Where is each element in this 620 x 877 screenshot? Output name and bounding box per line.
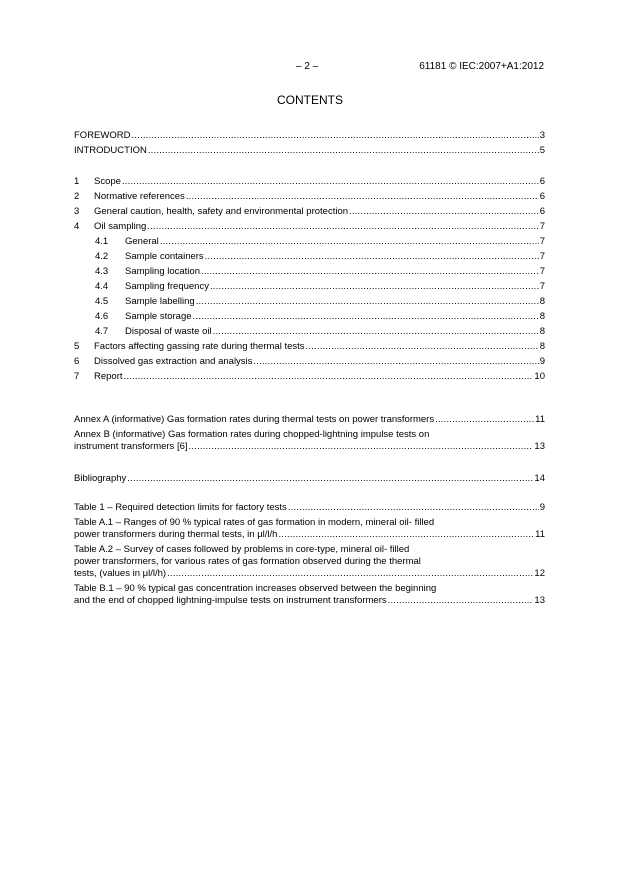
dot-leader — [127, 473, 533, 485]
toc-entry-table-1[interactable]: Table 1 – Required detection limits for factory tests ..... 9 — [74, 499, 545, 514]
dot-leader — [201, 266, 539, 278]
toc-entry-clause[interactable]: 1 Scope ..... 6 — [74, 173, 545, 188]
toc-entry-table-b1[interactable]: Table B.1 – 90 % typical gas concentration increases observed between the beginning and the end of chopped lightning-impulse tests on instrument transformers ..... 13 — [74, 583, 545, 607]
toc-entry-bibliography[interactable]: Bibliography ..... 14 — [74, 470, 545, 485]
dot-leader — [205, 251, 539, 263]
toc-entry-clause[interactable]: 2 Normative references ..... 6 — [74, 188, 545, 203]
contents-heading: CONTENTS — [277, 93, 343, 107]
dot-leader — [288, 502, 539, 514]
toc-entry-foreword[interactable]: FOREWORD ..... 3 — [74, 127, 545, 142]
dot-leader — [435, 414, 534, 426]
toc-entry-subclause[interactable]: 4.4 Sampling frequency ..... 7 — [74, 278, 545, 293]
toc-entry-annex-a[interactable]: Annex A (informative) Gas formation rates during thermal tests on power transformers ..... 11 — [74, 411, 545, 426]
dot-leader — [167, 568, 533, 580]
dot-leader — [148, 145, 539, 157]
toc-annexes — [74, 411, 545, 453]
toc-entry-clause[interactable]: 4 Oil sampling ..... 7 — [74, 218, 545, 233]
dot-leader — [124, 371, 534, 383]
toc-entry-table-a1[interactable]: Table A.1 – Ranges of 90 % typical rates of gas formation in modern, mineral oil- filled power transformers during thermal tests, in μl/l/h ..... 11 — [74, 517, 545, 541]
toc-entry-annex-b[interactable]: Annex B (informative) Gas formation rates during chopped-lightning impulse tests on instrument transformers [6] ..... 13 — [74, 429, 545, 453]
toc-entry-subclause[interactable]: 4.3 Sampling location ..... 7 — [74, 263, 545, 278]
document-reference: 61181 © IEC:2007+A1:2012 — [419, 61, 544, 72]
toc-entry-subclause[interactable]: 4.5 Sample labelling ..... 8 — [74, 293, 545, 308]
dot-leader — [131, 130, 538, 142]
dot-leader — [189, 441, 534, 453]
dot-leader — [306, 341, 539, 353]
toc-entry-introduction[interactable]: INTRODUCTION ..... 5 — [74, 142, 545, 157]
toc-clauses — [74, 173, 545, 383]
dot-leader — [213, 326, 539, 338]
dot-leader — [147, 221, 538, 233]
toc-front — [74, 127, 545, 157]
toc-entry-subclause[interactable]: 4.6 Sample storage ..... 8 — [74, 308, 545, 323]
dot-leader — [388, 595, 534, 607]
dot-leader — [186, 191, 539, 203]
toc-entry-clause[interactable]: 3 General caution, health, safety and environmental protection ..... 6 — [74, 203, 545, 218]
toc-tables — [74, 499, 545, 607]
toc-entry-clause[interactable]: 5 Factors affecting gassing rate during thermal tests ..... 8 — [74, 338, 545, 353]
toc-entry-subclause[interactable]: 4.2 Sample containers ..... 7 — [74, 248, 545, 263]
page-number: – 2 – — [296, 61, 319, 72]
toc-entry-clause[interactable]: 7 Report ..... 10 — [74, 368, 545, 383]
dot-leader — [196, 296, 539, 308]
toc-entry-subclause[interactable]: 4.1 General ..... 7 — [74, 233, 545, 248]
toc-bibliography — [74, 470, 545, 485]
dot-leader — [210, 281, 539, 293]
toc-entry-subclause[interactable]: 4.7 Disposal of waste oil ..... 8 — [74, 323, 545, 338]
dot-leader — [278, 529, 534, 541]
dot-leader — [349, 206, 539, 218]
toc-entry-table-a2[interactable]: Table A.2 – Survey of cases followed by problems in core-type, mineral oil- filled power transformers, for various rates of gas formation observed during the thermal tests, (values in μl/l/h) ..... 12 — [74, 544, 545, 580]
dot-leader — [160, 236, 539, 248]
dot-leader — [193, 311, 539, 323]
toc-entry-clause[interactable]: 6 Dissolved gas extraction and analysis ..... 9 — [74, 353, 545, 368]
dot-leader — [253, 356, 538, 368]
dot-leader — [122, 176, 539, 188]
